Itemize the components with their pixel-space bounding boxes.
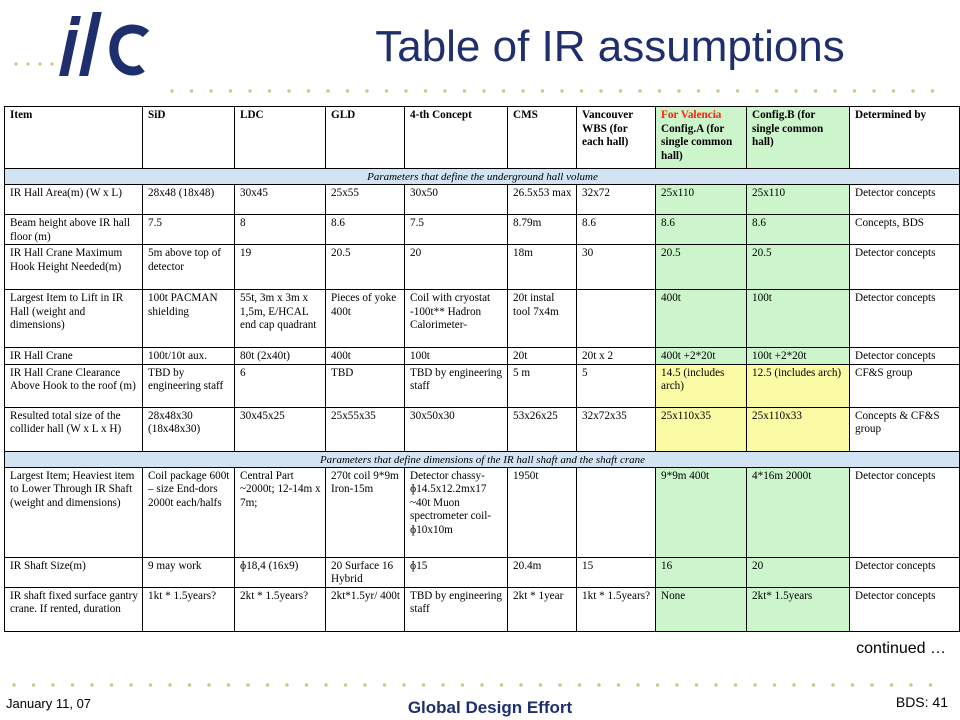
cell-item: IR Hall Area(m) (W x L)	[5, 185, 143, 215]
divider-dot	[929, 683, 932, 686]
cell-det: Concepts & CF&S group	[850, 407, 960, 451]
cell-cms: 1950t	[508, 467, 577, 557]
cell-fourth: Coil with cryostat -100t** Hadron Calorimeter-	[405, 290, 508, 348]
header-sid: SiD	[143, 107, 235, 169]
divider-dot	[675, 683, 678, 686]
cell-a: 400t	[656, 290, 747, 348]
divider-dot	[695, 683, 698, 686]
cell-a: 9*9m 400t	[656, 467, 747, 557]
divider-dot	[246, 683, 249, 686]
divider-dot	[831, 683, 834, 686]
section-title-hall-volume: Parameters that define the underground hall volume	[5, 169, 960, 185]
cell-van: 20t x 2	[577, 348, 656, 365]
divider-dot	[872, 89, 875, 92]
cell-fourth: TBD by engineering staff	[405, 587, 508, 631]
divider-dot	[892, 89, 895, 92]
divider-dot	[519, 683, 522, 686]
header-determined-by: Determined by	[850, 107, 960, 169]
divider-dot	[736, 89, 739, 92]
table-row	[5, 215, 960, 245]
cell-b: 20.5	[747, 245, 850, 290]
divider-dot	[677, 89, 680, 92]
divider-dot	[775, 89, 778, 92]
divider-dot	[385, 89, 388, 92]
divider-dot	[541, 89, 544, 92]
divider-dot	[482, 89, 485, 92]
divider-dot	[207, 683, 210, 686]
table-row	[5, 587, 960, 631]
divider-dot	[209, 89, 212, 92]
divider-dot	[32, 683, 35, 686]
table-row	[5, 407, 960, 451]
cell-det: CF&S group	[850, 364, 960, 407]
divider-dot	[402, 683, 405, 686]
footer-page-number: BDS: 41	[895, 694, 948, 710]
cell-gld: 270t coil 9*9m Iron-15m	[326, 467, 405, 557]
divider-dot	[500, 683, 503, 686]
cell-b: 25x110	[747, 185, 850, 215]
cell-a: 400t +2*20t	[656, 348, 747, 365]
cell-cms: 18m	[508, 245, 577, 290]
table-row	[5, 245, 960, 290]
divider-dot	[51, 683, 54, 686]
cell-b: 20	[747, 557, 850, 587]
divider-dot	[502, 89, 505, 92]
divider-dot	[422, 683, 425, 686]
header-ldc: LDC	[235, 107, 326, 169]
cell-van	[577, 467, 656, 557]
footer-date: January 11, 07	[6, 696, 92, 711]
cell-gld: 20 Surface 16 Hybrid	[326, 557, 405, 587]
cell-item: IR Hall Crane Clearance Above Hook to the roof (m)	[5, 364, 143, 407]
divider-dot	[344, 683, 347, 686]
header-cms: CMS	[508, 107, 577, 169]
dotted-divider-top	[168, 86, 948, 96]
cell-a: 8.6	[656, 215, 747, 245]
divider-dot	[636, 683, 639, 686]
cell-det: Detector concepts	[850, 557, 960, 587]
header-config-a	[656, 107, 747, 169]
divider-dot	[365, 89, 368, 92]
cell-a: 20.5	[656, 245, 747, 290]
table-row	[5, 290, 960, 348]
cell-van: 15	[577, 557, 656, 587]
cell-det: Detector concepts	[850, 587, 960, 631]
cell-det: Detector concepts	[850, 245, 960, 290]
divider-dot	[792, 683, 795, 686]
header-config-a-label: Config.A (for single common hall)	[661, 122, 733, 162]
divider-dot	[578, 683, 581, 686]
divider-dot	[129, 683, 132, 686]
cell-cms: 2kt * 1year	[508, 587, 577, 631]
header-vancouver: Vancouver WBS (for each hall)	[577, 107, 656, 169]
cell-cms: 5 m	[508, 364, 577, 407]
cell-gld: 8.6	[326, 215, 405, 245]
cell-cms: 26.5x53 max	[508, 185, 577, 215]
divider-dot	[441, 683, 444, 686]
cell-gld: 25x55x35	[326, 407, 405, 451]
cell-item: Resulted total size of the collider hall (W x L x H)	[5, 407, 143, 451]
cell-ldc: 19	[235, 245, 326, 290]
divider-dot	[619, 89, 622, 92]
divider-dot	[346, 89, 349, 92]
divider-dot	[287, 89, 290, 92]
cell-van: 5	[577, 364, 656, 407]
cell-sid: TBD by engineering staff	[143, 364, 235, 407]
divider-dot	[305, 683, 308, 686]
cell-item: IR Hall Crane	[5, 348, 143, 365]
divider-dot	[734, 683, 737, 686]
cell-det: Detector concepts	[850, 290, 960, 348]
cell-sid: Coil package 600t – size End-dors 2000t each/halfs	[143, 467, 235, 557]
cell-fourth: 100t	[405, 348, 508, 365]
cell-gld: 2kt*1.5yr/ 400t	[326, 587, 405, 631]
cell-gld: 25x55	[326, 185, 405, 215]
page-title: Table of IR assumptions	[375, 22, 845, 71]
divider-dot	[617, 683, 620, 686]
continued-note: continued …	[856, 640, 946, 657]
cell-van	[577, 290, 656, 348]
cell-fourth: 30x50	[405, 185, 508, 215]
divider-dot	[697, 89, 700, 92]
divider-dot	[170, 89, 173, 92]
cell-gld: 20.5	[326, 245, 405, 290]
cell-ldc: 8	[235, 215, 326, 245]
cell-ldc: 2kt * 1.5years?	[235, 587, 326, 631]
divider-dot	[599, 89, 602, 92]
divider-dot	[597, 683, 600, 686]
cell-gld: TBD	[326, 364, 405, 407]
cell-gld: Pieces of yoke 400t	[326, 290, 405, 348]
divider-dot	[558, 683, 561, 686]
table-row	[5, 348, 960, 365]
divider-dot	[404, 89, 407, 92]
cell-van: 32x72	[577, 185, 656, 215]
divider-dot	[833, 89, 836, 92]
divider-dot	[227, 683, 230, 686]
cell-sid: 1kt * 1.5years?	[143, 587, 235, 631]
divider-dot	[658, 89, 661, 92]
ir-assumptions-table	[4, 106, 960, 632]
divider-dot	[714, 683, 717, 686]
divider-dot	[931, 89, 934, 92]
cell-ldc: 30x45x25	[235, 407, 326, 451]
divider-dot	[656, 683, 659, 686]
divider-dot	[773, 683, 776, 686]
dotted-divider-bottom	[10, 680, 950, 690]
cell-sid: 28x48x30 (18x48x30)	[143, 407, 235, 451]
divider-dot	[560, 89, 563, 92]
cell-item: Beam height above IR hall floor (m)	[5, 215, 143, 245]
cell-item: IR Shaft Size(m)	[5, 557, 143, 587]
cell-fourth: 30x50x30	[405, 407, 508, 451]
cell-item: IR shaft fixed surface gantry crane. If rented, duration	[5, 587, 143, 631]
header-4th-concept: 4-th Concept	[405, 107, 508, 169]
divider-dot	[90, 683, 93, 686]
cell-a: 25x110x35	[656, 407, 747, 451]
cell-van: 8.6	[577, 215, 656, 245]
section-row	[5, 451, 960, 467]
cell-a: 25x110	[656, 185, 747, 215]
footer-title: Global Design Effort	[407, 698, 573, 717]
section-title-shaft-crane: Parameters that define dimensions of the IR hall shaft and the shaft crane	[5, 451, 960, 467]
cell-fourth: 20	[405, 245, 508, 290]
cell-sid: 5m above top of detector	[143, 245, 235, 290]
divider-dot	[755, 89, 758, 92]
header-item: Item	[5, 107, 143, 169]
cell-sid: 100t PACMAN shielding	[143, 290, 235, 348]
cell-b: 100t +2*20t	[747, 348, 850, 365]
divider-dot	[814, 89, 817, 92]
cell-b: 12.5 (includes arch)	[747, 364, 850, 407]
divider-dot	[266, 683, 269, 686]
table-row	[5, 467, 960, 557]
header-config-b: Config.B (for single common hall)	[747, 107, 850, 169]
divider-dot	[248, 89, 251, 92]
divider-dot	[110, 683, 113, 686]
divider-dot	[539, 683, 542, 686]
table-row	[5, 185, 960, 215]
cell-det: Detector concepts	[850, 467, 960, 557]
divider-dot	[794, 89, 797, 92]
cell-ldc: 80t (2x40t)	[235, 348, 326, 365]
cell-b: 2kt* 1.5years	[747, 587, 850, 631]
cell-cms: 20t instal tool 7x4m	[508, 290, 577, 348]
cell-cms: 20t	[508, 348, 577, 365]
divider-dot	[168, 683, 171, 686]
cell-a: 14.5 (includes arch)	[656, 364, 747, 407]
divider-dot	[461, 683, 464, 686]
divider-dot	[853, 89, 856, 92]
divider-dot	[12, 683, 15, 686]
divider-dot	[480, 683, 483, 686]
cell-cms: 20.4m	[508, 557, 577, 587]
cell-sid: 28x48 (18x48)	[143, 185, 235, 215]
section-row	[5, 169, 960, 185]
cell-det: Concepts, BDS	[850, 215, 960, 245]
cell-cms: 53x26x25	[508, 407, 577, 451]
divider-dot	[324, 683, 327, 686]
cell-b: 100t	[747, 290, 850, 348]
cell-ldc: 55t, 3m x 3m x 1,5m, E/HCAL end cap quadrant	[235, 290, 326, 348]
table-row	[5, 557, 960, 587]
cell-det: Detector concepts	[850, 185, 960, 215]
divider-dot	[307, 89, 310, 92]
cell-van: 30	[577, 245, 656, 290]
cell-gld: 400t	[326, 348, 405, 365]
divider-dot	[285, 683, 288, 686]
cell-a: None	[656, 587, 747, 631]
cell-b: 25x110x33	[747, 407, 850, 451]
divider-dot	[363, 683, 366, 686]
divider-dot	[753, 683, 756, 686]
divider-dot	[890, 683, 893, 686]
cell-fourth: TBD by engineering staff	[405, 364, 508, 407]
ilc-logo	[8, 6, 158, 86]
divider-dot	[383, 683, 386, 686]
cell-item: Largest Item to Lift in IR Hall (weight and dimensions)	[5, 290, 143, 348]
header-gld: GLD	[326, 107, 405, 169]
cell-van: 1kt * 1.5years?	[577, 587, 656, 631]
cell-ldc: 30x45	[235, 185, 326, 215]
table-header-row	[5, 107, 960, 169]
divider-dot	[188, 683, 191, 686]
cell-ldc: 6	[235, 364, 326, 407]
divider-dot	[909, 683, 912, 686]
divider-dot	[149, 683, 152, 686]
cell-item: IR Hall Crane Maximum Hook Height Needed(m)	[5, 245, 143, 290]
header-valencia-label: For Valencia	[661, 109, 722, 121]
divider-dot	[424, 89, 427, 92]
divider-dot	[716, 89, 719, 92]
cell-fourth: Detector chassy- ɸ14.5x12.2mx17 ~40t Muon spectrometer coil- ɸ10x10m	[405, 467, 508, 557]
divider-dot	[580, 89, 583, 92]
divider-dot	[870, 683, 873, 686]
divider-dot	[463, 89, 466, 92]
cell-sid: 9 may work	[143, 557, 235, 587]
table-row	[5, 364, 960, 407]
divider-dot	[638, 89, 641, 92]
cell-det: Detector concepts	[850, 348, 960, 365]
divider-dot	[812, 683, 815, 686]
cell-sid: 7.5	[143, 215, 235, 245]
divider-dot	[521, 89, 524, 92]
cell-ldc: ɸ18,4 (16x9)	[235, 557, 326, 587]
divider-dot	[443, 89, 446, 92]
divider-dot	[326, 89, 329, 92]
cell-fourth: ɸ15	[405, 557, 508, 587]
divider-dot	[268, 89, 271, 92]
divider-dot	[911, 89, 914, 92]
cell-ldc: Central Part ~2000t; 12-14m x 7m;	[235, 467, 326, 557]
cell-item: Largest Item; Heaviest item to Lower Through IR Shaft (weight and dimensions)	[5, 467, 143, 557]
cell-van: 32x72x35	[577, 407, 656, 451]
divider-dot	[71, 683, 74, 686]
cell-fourth: 7.5	[405, 215, 508, 245]
cell-a: 16	[656, 557, 747, 587]
divider-dot	[851, 683, 854, 686]
cell-cms: 8.79m	[508, 215, 577, 245]
cell-sid: 100t/10t aux.	[143, 348, 235, 365]
divider-dot	[229, 89, 232, 92]
cell-b: 4*16m 2000t	[747, 467, 850, 557]
divider-dot	[190, 89, 193, 92]
cell-b: 8.6	[747, 215, 850, 245]
